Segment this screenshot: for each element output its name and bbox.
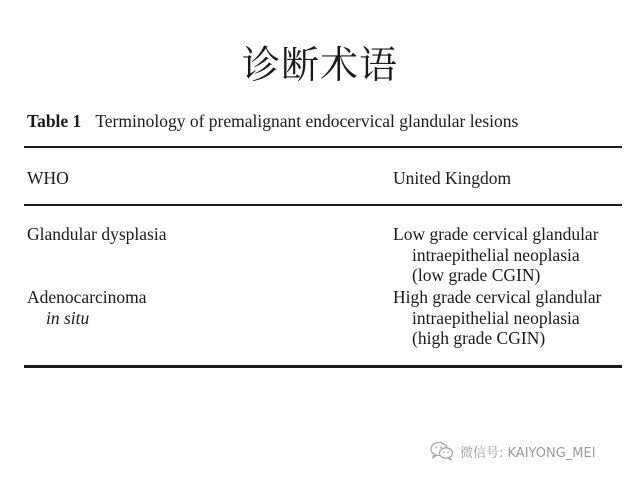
cell-text: (low grade CGIN) (412, 265, 541, 285)
cell-text: intraepithelial neoplasia (412, 307, 580, 328)
header-who: WHO (27, 168, 69, 188)
cell-text-italic: in situ (46, 307, 90, 328)
cell-text: (high grade CGIN) (412, 328, 546, 348)
table-header-rule (24, 204, 622, 206)
table-caption-label: Table 1 (27, 111, 82, 131)
header-united-kingdom: United Kingdom (393, 168, 512, 188)
watermark (430, 440, 596, 462)
cell-text: intraepithelial neoplasia (412, 244, 580, 265)
table-row-2-uk (393, 287, 601, 349)
wechat-icon (430, 441, 454, 461)
slide-title: 诊断术语 (241, 43, 398, 87)
table-row-2-who (27, 287, 147, 328)
cell-text: High grade cervical glandular (393, 287, 602, 307)
table-row-1-who (27, 224, 166, 245)
table-caption-text: Terminology of premalignant endocervical glandular lesions (95, 111, 519, 131)
table-bottom-rule (24, 365, 622, 368)
watermark-text: 微信号: KAIYONG_MEI (460, 445, 596, 461)
cell-text: Low grade cervical glandular (393, 224, 599, 244)
table-row-1-uk (393, 224, 599, 286)
table-top-rule (24, 146, 622, 148)
table-caption (27, 111, 518, 132)
cell-text: Adenocarcinoma (27, 287, 147, 307)
cell-text: Glandular dysplasia (27, 224, 167, 244)
